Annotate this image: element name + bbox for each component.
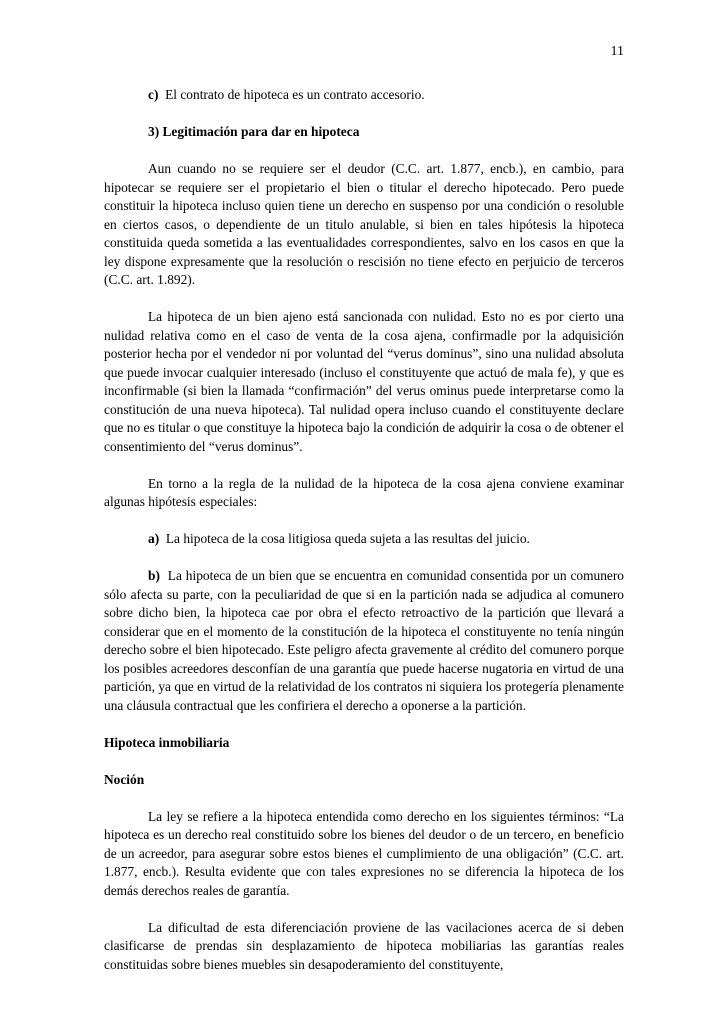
item-text: El contrato de hipoteca es un contrato accesorio. — [165, 87, 425, 102]
page-content — [104, 86, 624, 993]
paragraph-nocion: La ley se refiere a la hipoteca entendida como derecho en los siguientes términos: “La hipoteca es un derecho real constituido sobre los bienes del deudor o de un tercero, en beneficio de un acreedor, para asegurar sobre estos bienes el cumplimiento de una obligación” (C.C. art. 1.877, encb.). Resulta evidente que con tales expresiones no se diferencia la hipoteca de los demás derechos reales de garantía. — [104, 808, 624, 898]
item-c — [104, 86, 624, 105]
item-text: La hipoteca de un bien que se encuentra en comunidad consentida por un comunero sólo afecta su parte, con la peculiaridad de que si en la partición nada se adjudica al comunero sobre dicho bien, la hipoteca cae por obra el efecto retroactivo de la partición que llevará a considerar que en el momento de la constitución de la hipoteca el constituyente no tenía ningún derecho sobre el bien hipotecado. Este peligro afecta gravemente al crédito del comunero porque los posibles acreedores desconfían de una garantía que puede hacerse nugatoria en virtud de una partición, ya que en virtud de la relatividad de los contratos ni siquiera los protegería plenamente una cláusula contractual que les confiriera el derecho a oponerse a la partición. — [104, 568, 624, 713]
paragraph-hipotesis-especiales: En torno a la regla de la nulidad de la hipoteca de la cosa ajena conviene examinar algunas hipótesis especiales: — [104, 475, 624, 509]
paragraph-legitimacion: Aun cuando no se requiere ser el deudor (C.C. art. 1.877, encb.), en cambio, para hipotecar se requiere ser el propietario el bien o titular el derecho hipotecado. Pero puede constituir la hipoteca incluso quien tiene un derecho en suspenso por una condición o resoluble en ciertos casos, o dependiente de un titulo anulable, si bien en tales hipótesis la hipoteca constituida queda sometida a las eventualidades correspondientes, salvo en los casos en que la ley dispone expresamente que la resolución o rescisión no tiene efecto en perjuicio de terceros (C.C. art. 1.892). — [104, 161, 624, 287]
page-number: 11 — [610, 44, 624, 59]
heading-hipoteca-inmobiliaria: Hipoteca inmobiliaria — [104, 734, 230, 750]
item-text: La hipoteca de la cosa litigiosa queda sujeta a las resultas del juicio. — [165, 531, 530, 546]
item-b — [104, 567, 624, 715]
paragraph-dificultad: La dificultad de esta diferenciación proviene de las vacilaciones acerca de si deben clasificarse de prendas sin desplazamiento de hipoteca mobiliarias las garantías reales constituidas sobre bienes muebles sin desapoderamiento del constituyente, — [104, 919, 624, 972]
heading-nocion: Noción — [104, 771, 145, 787]
item-marker: c) — [148, 87, 159, 102]
section-heading-legitimacion: 3) Legitimación para dar en hipoteca — [148, 124, 360, 139]
item-marker: a) — [148, 531, 160, 546]
paragraph-bien-ajeno: La hipoteca de un bien ajeno está sancionada con nulidad. Esto no es por cierto una nulidad relativa como en el caso de venta de la cosa ajena, confirmadle por la adquisición posterior hecha por el vendedor ni por voluntad del “verus dominus”, sino una nulidad absoluta que puede invocar cualquier interesado (incluso el constituyente que actuó de mala fe), y que es inconfirmable (si bien la llamada “confirmación” del verus ominus puede interpretarse como la constitución de una nueva hipoteca). Tal nulidad opera incluso cuando el constituyente declare que no es titular o que constituye la hipoteca bajo la condición de adquirir la cosa o de obtener el consentimiento del “verus dominus”. — [104, 309, 624, 454]
item-marker: b) — [148, 568, 160, 583]
item-a — [104, 530, 624, 549]
